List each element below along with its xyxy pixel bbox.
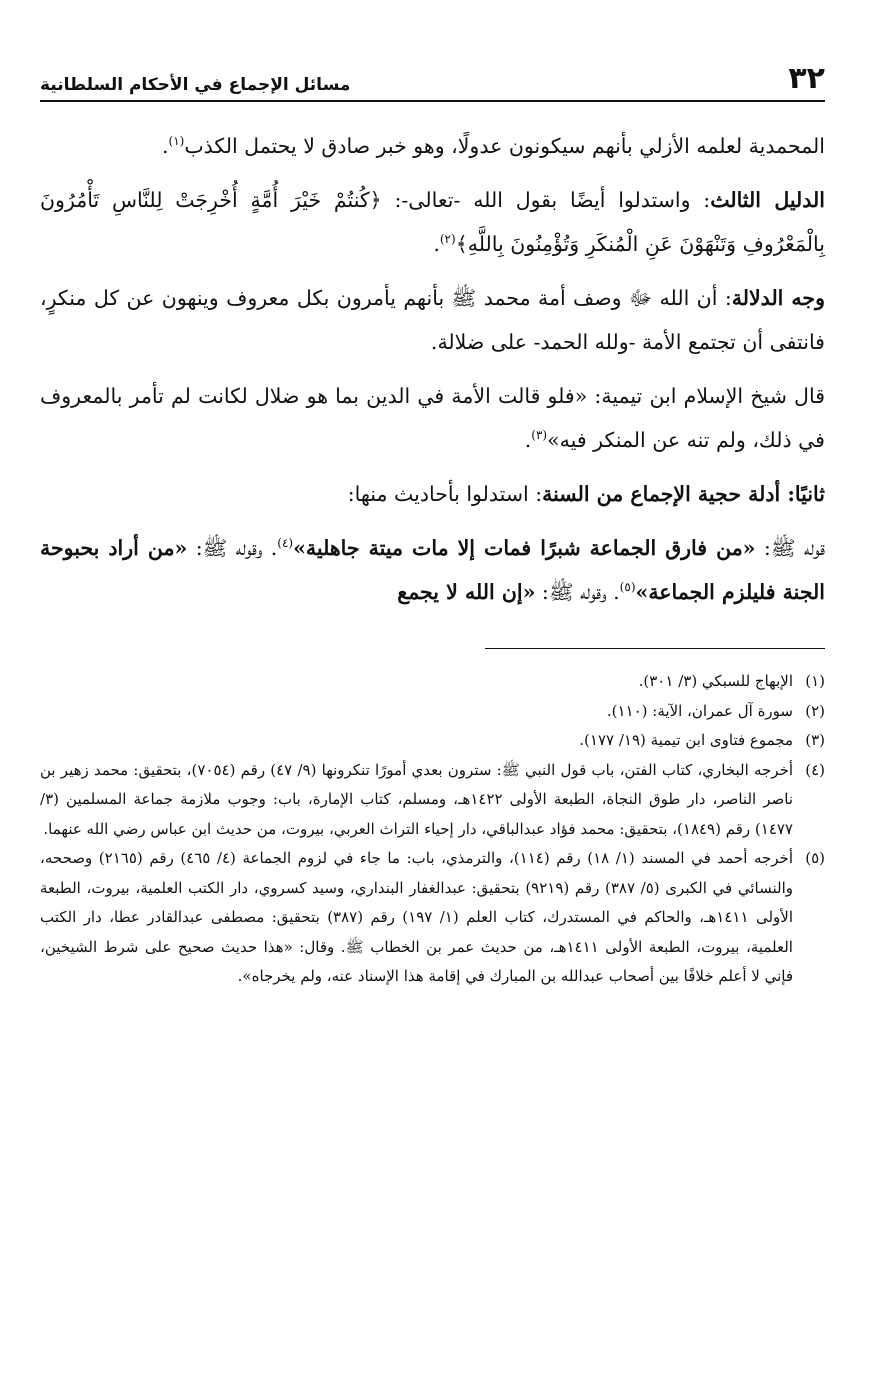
section-label: الدليل الثالث	[710, 188, 825, 212]
paragraph: قوله ﷺ: «من فارق الجماعة شبرًا فمات إلا مات ميتة جاهلية»$^{(٤)}$. وقوله ﷺ: «من أراد بحبوحة الجنة فليلزم الجماعة»$^{(٥)}$. وقوله ﷺ: «إن الله لا يجمع	[40, 536, 825, 604]
page-number: ٣٢	[788, 61, 825, 96]
section-label: وجه الدلالة	[731, 286, 825, 310]
footnote-ref[interactable]: (١)	[168, 134, 185, 149]
footnotes	[40, 667, 825, 992]
footnote-item	[40, 756, 825, 845]
paragraph	[40, 276, 825, 364]
footnote-number: (٥)	[805, 849, 825, 867]
paragraph-text: : استدلوا بأحاديث منها:	[347, 482, 543, 506]
paragraph: الدليل الثالث: واستدلوا أيضًا بقول الله -تعالى-: ﴿كُنتُمْ خَيْرَ أُمَّةٍ أُخْرِجَتْ لِلنَّاسِ تَأْمُرُونَ بِالْمَعْرُوفِ وَتَنْهَوْنَ عَنِ الْمُنكَرِ وَتُؤْمِنُونَ بِاللَّهِ﴾$^{(٢)}$.	[40, 188, 825, 256]
footnote-text: الإبهاج للسبكي (٣/ ٣٠١).	[638, 672, 793, 690]
running-title: مسائل الإجماع في الأحكام السلطانية	[40, 75, 351, 95]
footnote-item	[40, 844, 825, 992]
hadith-quote: «إن الله لا يجمع	[397, 580, 536, 604]
page-header	[40, 50, 825, 102]
footnote-number: (٢)	[805, 701, 825, 720]
footnote-ref[interactable]: (٢)	[439, 232, 456, 247]
paragraph	[40, 472, 825, 516]
footnote-text: سورة آل عمران، الآية: (١١٠).	[606, 701, 793, 720]
book-page	[40, 50, 825, 1359]
footnote-ref[interactable]: (٥)	[619, 580, 636, 595]
paragraph: المحمدية لعلمه الأزلي بأنهم سيكونون عدولًا، وهو خبر صادق لا يحتمل الكذب$^{(١)}$.	[161, 134, 825, 158]
footnote-number: (١)	[805, 672, 825, 690]
footnote-text: أخرجه أحمد في المسند (١/ ١٨) رقم (١١٤)، والترمذي، باب: ما جاء في لزوم الجماعة (٤/ ٤٦٥) رقم (٢١٦٥) وصححه، والنسائي في الكبرى (٥/ ٣٨٧) رقم (٩٢١٩) بتحقيق: عبدالغفار البنداري، وسيد كسروي، دار الكتب العلمية، بيروت، الطبعة الأولى ١٤١١هـ، والحاكم في المستدرك، كتاب العلم (١/ ١٩٧) رقم (٣٨٧) بتحقيق: مصطفى عبدالقادر عطا، دار الكتب العلمية، بيروت، الطبعة الأولى ١٤١١هـ، من حديث عمر بن الخطاب ﷺ. وقال: «هذا حديث صحيح على شرط الشيخين، فإني لا أعلم خلافًا بين أصحاب عبدالله بن المبارك في إقامة هذا الإسناد عنه، ولم يخرجاه».	[40, 849, 794, 985]
footnote-ref[interactable]: (٤)	[277, 536, 294, 551]
paragraph: قال شيخ الإسلام ابن تيمية: «فلو قالت الأمة في الدين بما هو ضلال لكانت لم تأمر بالمعروف في ذلك، ولم تنه عن المنكر فيه»$^{(٣)}$.	[40, 384, 825, 452]
section-label: ثانيًا: أدلة حجية الإجماع من السنة	[542, 482, 825, 506]
paragraph-text: المحمدية لعلمه الأزلي بأنهم سيكونون عدولًا، وهو خبر صادق لا يحتمل الكذب	[184, 134, 825, 158]
footnote-ref[interactable]: (٣)	[531, 428, 548, 443]
paragraph-text: : أن الله ﷻ وصف أمة محمد ﷺ بأنهم يأمرون بكل معروف وينهون عن كل منكرٍ، فانتفى أن تجتمع الأمة -ولله الحمد- على ضلالة.	[40, 286, 825, 354]
footnote-text: مجموع فتاوى ابن تيمية (١٩/ ١٧٧).	[579, 731, 793, 749]
footnote-text: أخرجه البخاري، كتاب الفتن، باب قول النبي ﷺ: سترون بعدي أمورًا تنكرونها (٩/ ٤٧) رقم (٧٠٥٤)، بتحقيق: محمد زهير بن ناصر الناصر، دار طوق النجاة، الطبعة الأولى ١٤٢٢هـ، ومسلم، كتاب الإمارة، باب: وجوب ملازمة جماعة المسلمين (٣/ ١٤٧٧) رقم (١٨٤٩)، بتحقيق: محمد فؤاد عبدالباقي، دار إحياء التراث العربي، بيروت، من حديث ابن عباس رضي الله عنهما.	[40, 760, 794, 838]
footnote-item	[40, 726, 825, 756]
paragraph-text: قال شيخ الإسلام ابن تيمية: «فلو قالت الأمة في الدين بما هو ضلال لكانت لم تأمر بالمعروف في ذلك، ولم تنه عن المنكر فيه»	[40, 384, 825, 452]
paragraph-text: : واستدلوا أيضًا بقول الله -تعالى-: ﴿كُنتُمْ خَيْرَ أُمَّةٍ أُخْرِجَتْ لِلنَّاسِ تَأْمُرُونَ بِالْمَعْرُوفِ وَتَنْهَوْنَ عَنِ الْمُنكَرِ وَتُؤْمِنُونَ بِاللَّهِ﴾	[40, 188, 825, 256]
footnote-item	[40, 667, 825, 697]
footnote-number: (٣)	[805, 731, 825, 749]
footnote-number: (٤)	[805, 760, 825, 779]
footnote-item	[40, 697, 825, 727]
hadith-quote: «من فارق الجماعة شبرًا فمات إلا مات ميتة جاهلية»	[293, 536, 756, 560]
footnote-divider	[485, 648, 825, 649]
hadith-quote: «من أراد بحبوحة الجنة فليلزم الجماعة»	[40, 536, 825, 604]
main-text	[40, 124, 825, 614]
